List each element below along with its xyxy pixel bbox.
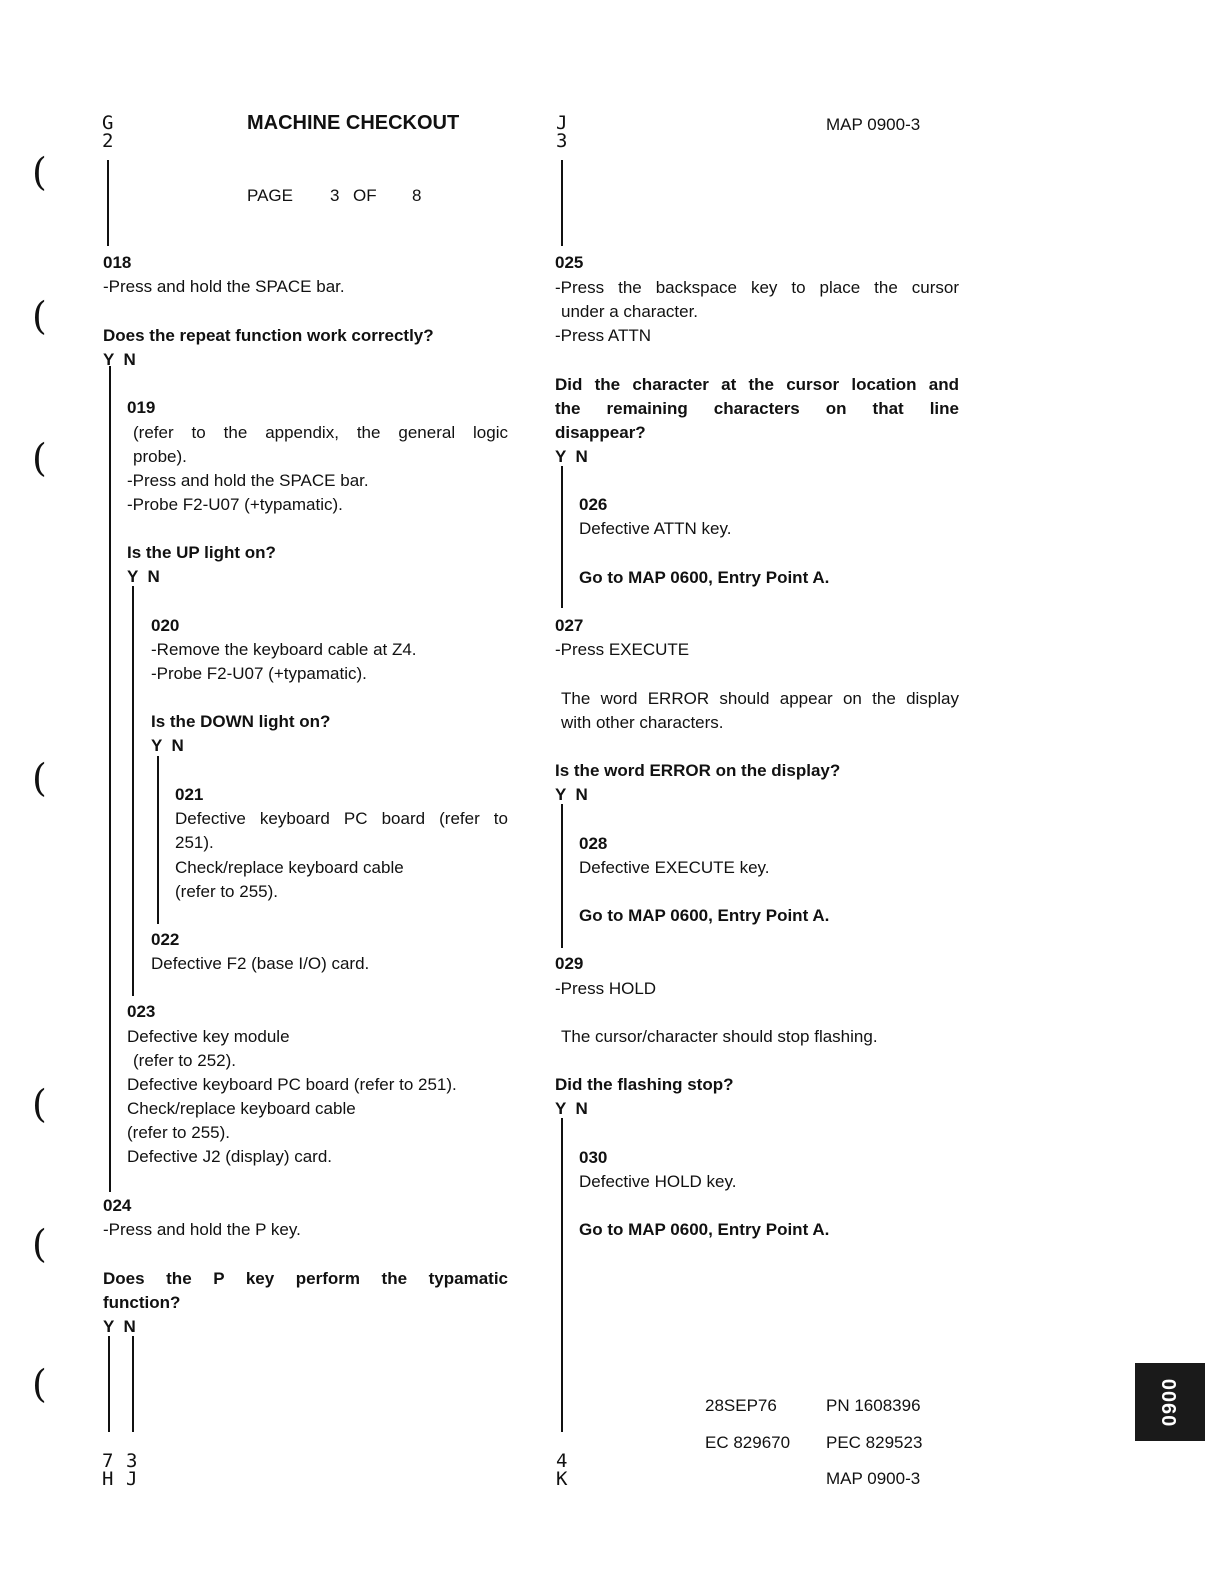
question: Does the P key perform the typamatic	[103, 1269, 508, 1288]
grid-ref-left-top: G	[102, 112, 114, 134]
step-note: The cursor/character should stop flashing.	[561, 1027, 878, 1046]
flow-line	[132, 586, 134, 996]
flow-line	[561, 804, 563, 948]
index-tab	[1135, 1363, 1205, 1441]
off-page-connector: 7	[102, 1450, 114, 1472]
off-page-connector: 4	[556, 1450, 568, 1472]
step-text: (refer to 255).	[175, 882, 278, 901]
question: Does the repeat function work correctly?	[103, 326, 434, 345]
off-page-connector: H	[102, 1468, 114, 1490]
question: Is the UP light on?	[127, 543, 276, 562]
binder-mark: (	[32, 294, 47, 338]
flow-line	[132, 1336, 134, 1432]
step-text: probe).	[133, 447, 187, 466]
binder-mark: (	[32, 1082, 47, 1126]
footer-part-number: PN 1608396	[826, 1396, 921, 1415]
goto-instruction: Go to MAP 0600, Entry Point A.	[579, 1220, 830, 1239]
step-text: Defective J2 (display) card.	[127, 1147, 333, 1166]
yes-no-label: Y N	[555, 447, 588, 466]
question: Did the flashing stop?	[555, 1075, 734, 1094]
step-text: -Probe F2-U07 (+typamatic).	[127, 495, 343, 514]
flow-line	[561, 160, 563, 246]
flow-line	[561, 466, 563, 608]
step-text: Defective keyboard PC board (refer to	[175, 809, 508, 828]
step-number: 021	[175, 785, 204, 804]
step-number: 025	[555, 253, 584, 272]
question: the remaining characters on that line	[555, 399, 959, 418]
flow-line	[108, 1336, 110, 1432]
grid-ref-right-top: J	[556, 112, 568, 134]
footer-date: 28SEP76	[705, 1396, 777, 1415]
grid-ref-right-bottom: 3	[556, 130, 568, 152]
flow-line	[107, 160, 109, 246]
off-page-connector: J	[126, 1468, 138, 1490]
step-text: -Press and hold the P key.	[103, 1220, 301, 1239]
map-id: MAP 0900-3	[826, 115, 921, 134]
step-text: under a character.	[561, 302, 699, 321]
question: Is the word ERROR on the display?	[555, 761, 841, 780]
step-text: Defective key module	[127, 1027, 290, 1046]
goto-instruction: Go to MAP 0600, Entry Point A.	[579, 568, 830, 587]
step-text: (refer to 255).	[127, 1123, 230, 1142]
step-text: (refer to the appendix, the general logic	[133, 423, 508, 442]
grid-ref-left-bottom: 2	[102, 130, 114, 152]
step-text: -Probe F2-U07 (+typamatic).	[151, 664, 367, 683]
step-number: 018	[103, 253, 132, 272]
step-number: 023	[127, 1002, 156, 1021]
page-of: OF	[353, 186, 377, 205]
step-number: 024	[103, 1196, 132, 1215]
step-text: Defective F2 (base I/O) card.	[151, 954, 370, 973]
step-text: (refer to 252).	[133, 1051, 236, 1070]
yes-no-label: Y N	[151, 736, 184, 755]
page-number: 3	[330, 186, 340, 205]
step-text: -Press EXECUTE	[555, 640, 690, 659]
yes-no-label: Y N	[555, 1099, 588, 1118]
step-number: 027	[555, 616, 584, 635]
flow-line	[561, 1118, 563, 1432]
step-text: 251).	[175, 833, 214, 852]
yes-no-label: Y N	[103, 1317, 136, 1336]
step-text: Defective EXECUTE key.	[579, 858, 770, 877]
step-text: -Press ATTN	[555, 326, 652, 345]
step-number: 029	[555, 954, 584, 973]
binder-mark: (	[32, 150, 47, 194]
flow-line	[109, 366, 111, 1192]
page-total: 8	[412, 186, 422, 205]
index-tab-label: 0900	[1159, 1377, 1181, 1427]
question: Did the character at the cursor location and	[555, 375, 959, 394]
page-label: PAGE	[247, 186, 293, 205]
binder-mark: (	[32, 436, 47, 480]
step-note: with other characters.	[561, 713, 724, 732]
off-page-connector: K	[556, 1468, 568, 1490]
off-page-connector: 3	[126, 1450, 138, 1472]
yes-no-label: Y N	[103, 350, 136, 369]
yes-no-label: Y N	[555, 785, 588, 804]
step-text: Defective HOLD key.	[579, 1172, 737, 1191]
step-text: -Press the backspace key to place the cursor	[555, 278, 959, 297]
goto-instruction: Go to MAP 0600, Entry Point A.	[579, 906, 830, 925]
step-text: -Press HOLD	[555, 979, 657, 998]
step-number: 019	[127, 398, 156, 417]
question: Is the DOWN light on?	[151, 712, 331, 731]
step-text: -Press and hold the SPACE bar.	[127, 471, 369, 490]
step-text: Defective keyboard PC board (refer to 251).	[127, 1075, 457, 1094]
step-number: 026	[579, 495, 608, 514]
step-text: -Remove the keyboard cable at Z4.	[151, 640, 417, 659]
flow-line	[157, 756, 159, 924]
step-text: Check/replace keyboard cable	[175, 858, 404, 877]
binder-mark: (	[32, 1222, 47, 1266]
yes-no-label: Y N	[127, 567, 160, 586]
step-text: -Press and hold the SPACE bar.	[103, 277, 345, 296]
step-number: 022	[151, 930, 180, 949]
step-number: 030	[579, 1148, 608, 1167]
step-note: The word ERROR should appear on the display	[561, 689, 959, 708]
step-text: Defective ATTN key.	[579, 519, 732, 538]
question: function?	[103, 1293, 181, 1312]
footer-pec-number: PEC 829523	[826, 1433, 923, 1452]
step-number: 028	[579, 834, 608, 853]
page-title: MACHINE CHECKOUT	[247, 112, 460, 134]
step-number: 020	[151, 616, 180, 635]
question: disappear?	[555, 423, 646, 442]
step-text: Check/replace keyboard cable	[127, 1099, 356, 1118]
footer-map-id: MAP 0900-3	[826, 1469, 921, 1488]
footer-ec-number: EC 829670	[705, 1433, 791, 1452]
binder-mark: (	[32, 1362, 47, 1406]
binder-mark: (	[32, 756, 47, 800]
